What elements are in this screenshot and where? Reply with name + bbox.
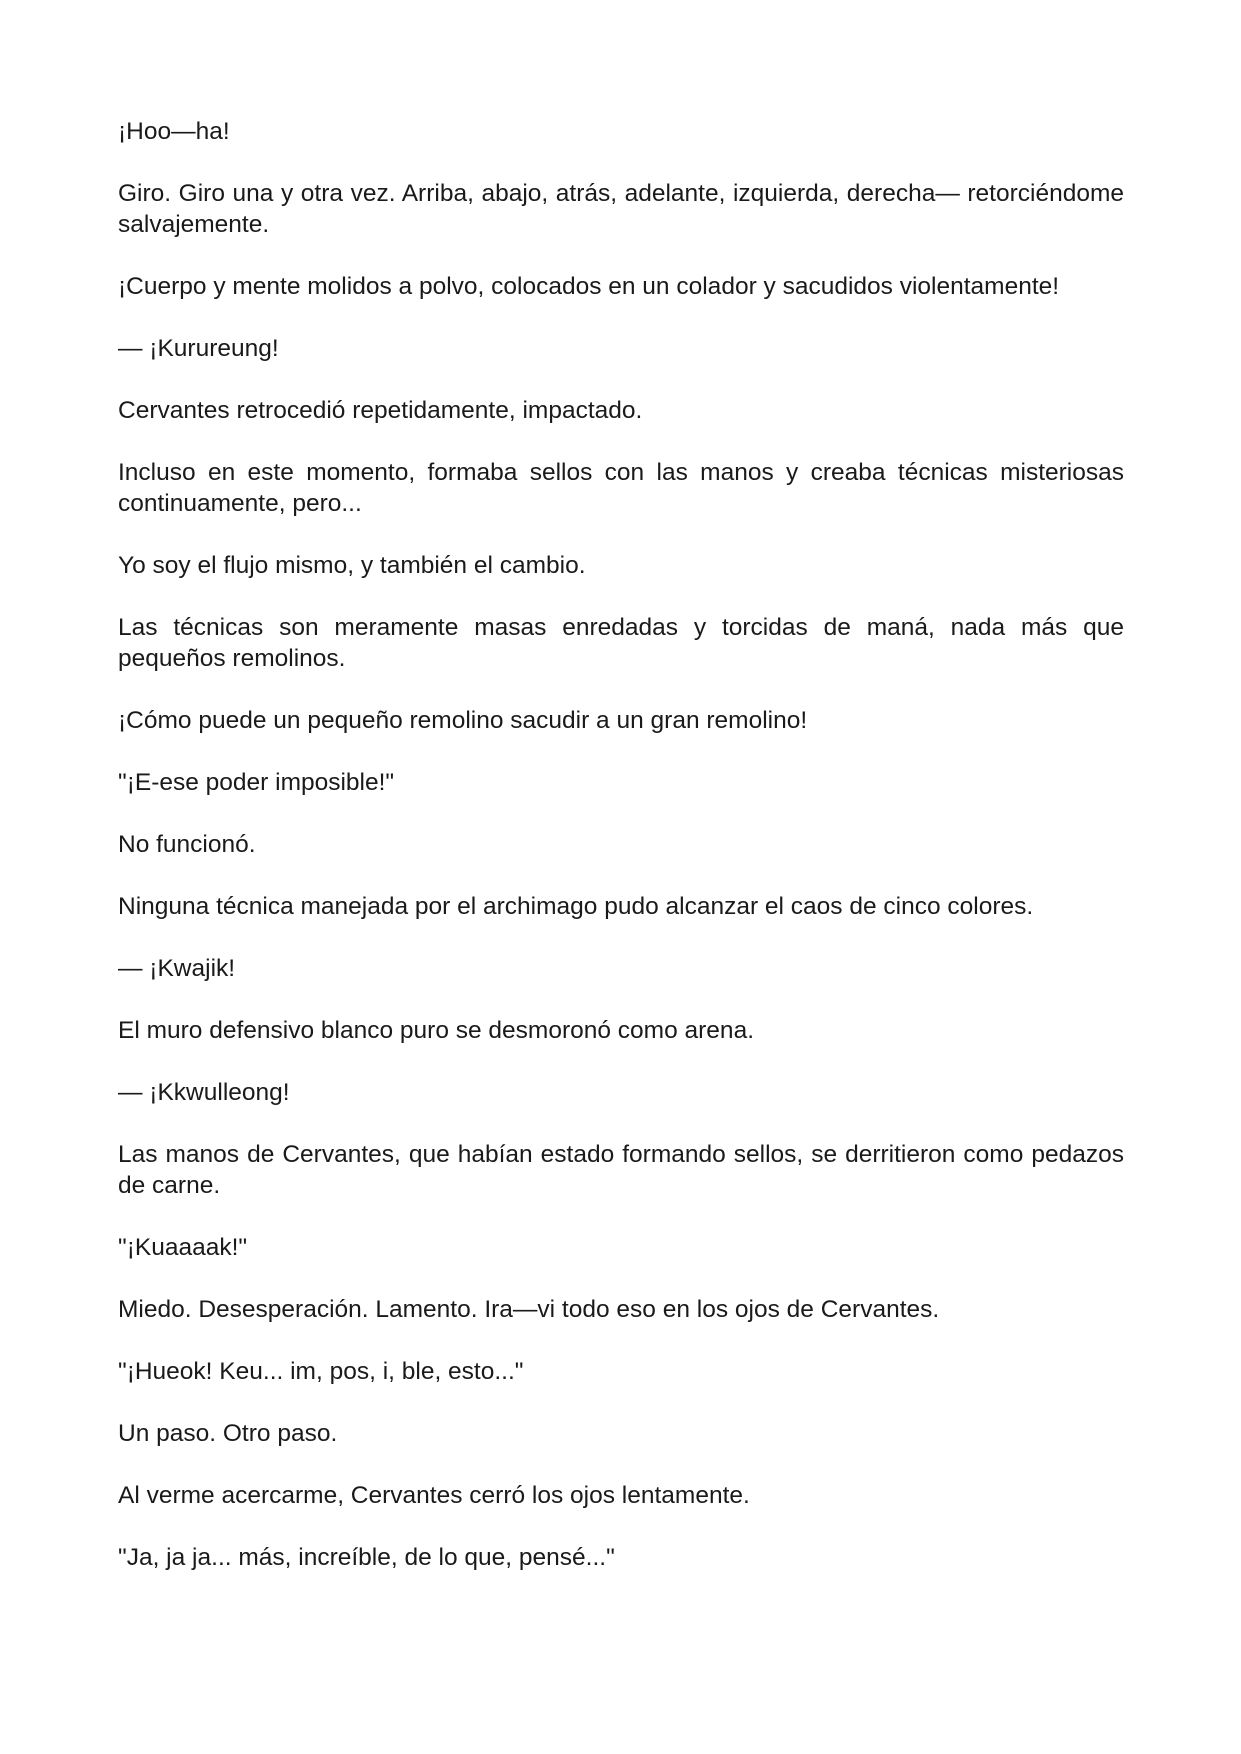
paragraph: ¡Hoo—ha!	[118, 118, 230, 145]
paragraph: Miedo. Desesperación. Lamento. Ira—vi todo eso en los ojos de Cervantes.	[118, 1296, 940, 1323]
paragraph: ¡Cuerpo y mente molidos a polvo, colocados en un colador y sacudidos violentamente!	[118, 273, 1060, 300]
paragraph: No funcionó.	[118, 831, 256, 858]
paragraph: — ¡Kkwulleong!	[118, 1079, 290, 1106]
paragraph: "Ja, ja ja... más, increíble, de lo que, pensé..."	[118, 1544, 615, 1571]
document-page	[118, 116, 1124, 1604]
paragraph: El muro defensivo blanco puro se desmoronó como arena.	[118, 1017, 754, 1044]
paragraph: Yo soy el flujo mismo, y también el cambio.	[118, 552, 586, 579]
paragraph: "¡E-ese poder imposible!"	[118, 769, 395, 796]
paragraph: Las técnicas son meramente masas enredadas y torcidas de maná, nada más que pequeños remolinos.	[118, 614, 1124, 672]
paragraph: Giro. Giro una y otra vez. Arriba, abajo, atrás, adelante, izquierda, derecha— retorciéndome salvajemente.	[118, 180, 1124, 238]
paragraph: Ninguna técnica manejada por el archimago pudo alcanzar el caos de cinco colores.	[118, 893, 1034, 920]
paragraph: Cervantes retrocedió repetidamente, impactado.	[118, 397, 643, 424]
paragraph: "¡Kuaaaak!"	[118, 1234, 248, 1261]
paragraph: — ¡Kurureung!	[118, 335, 279, 362]
paragraph: Incluso en este momento, formaba sellos con las manos y creaba técnicas misteriosas continuamente, pero...	[118, 459, 1124, 517]
paragraph: Al verme acercarme, Cervantes cerró los ojos lentamente.	[118, 1482, 750, 1509]
paragraph: — ¡Kwajik!	[118, 955, 236, 982]
paragraph: Un paso. Otro paso.	[118, 1420, 338, 1447]
paragraph: ¡Cómo puede un pequeño remolino sacudir a un gran remolino!	[118, 707, 808, 734]
paragraph: Las manos de Cervantes, que habían estado formando sellos, se derritieron como pedazos de carne.	[118, 1141, 1124, 1199]
paragraph: "¡Hueok! Keu... im, pos, i, ble, esto..."	[118, 1358, 524, 1385]
